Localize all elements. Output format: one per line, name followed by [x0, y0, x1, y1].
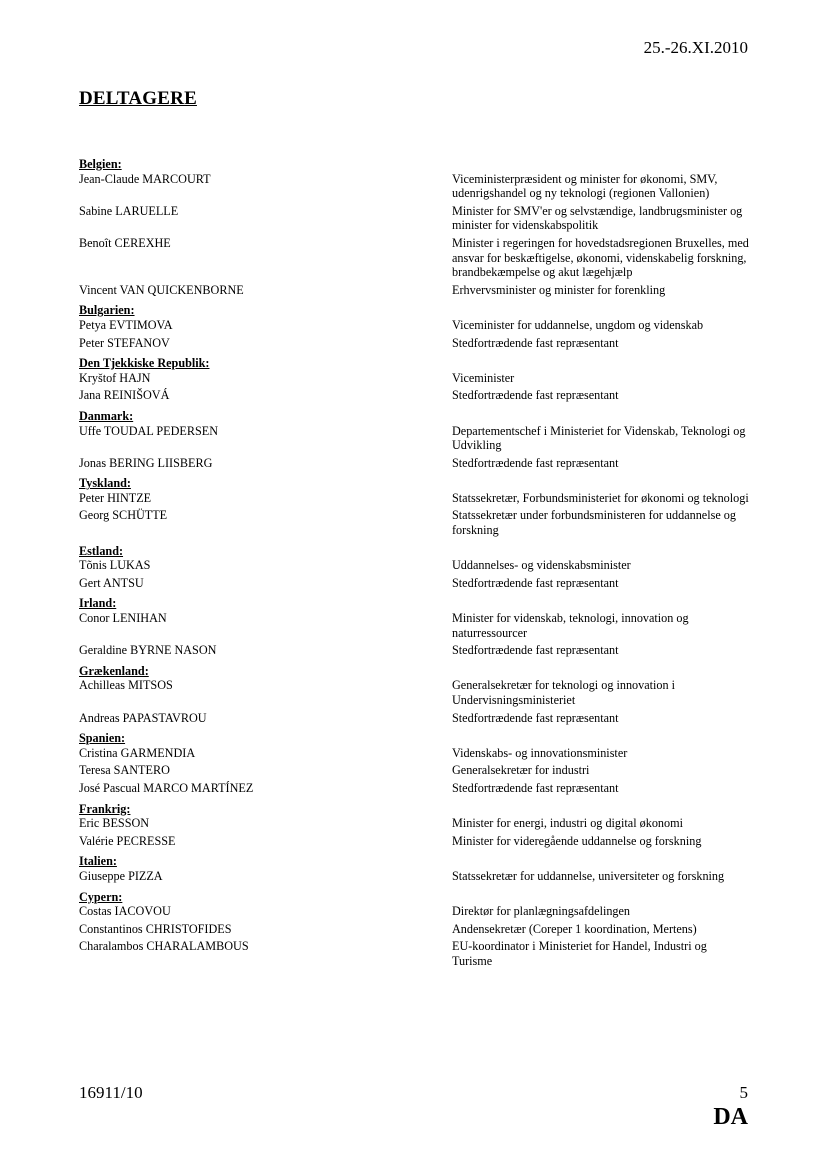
- participant-role: Stedfortrædende fast repræsentant: [452, 388, 619, 403]
- country-name: Belgien:: [79, 157, 122, 171]
- participant-row: [79, 491, 749, 506]
- participant-role: Viceminister for uddannelse, ungdom og videnskab: [452, 317, 704, 332]
- participant-name: Constantinos CHRISTOFIDES: [79, 921, 232, 936]
- participant-row: [79, 424, 749, 453]
- country-block: [79, 802, 749, 849]
- participant-name: Geraldine BYRNE NASON: [79, 643, 217, 658]
- country-name: Grækenland:: [79, 663, 149, 678]
- participant-role: Viceministerpræsident og minister for økonomi, SMV, udenrigshandel og ny teknologi (regionen Vallonien): [452, 171, 718, 201]
- participants-list: [79, 157, 749, 969]
- participant-name: Peter HINTZE: [79, 490, 152, 505]
- country-name: Spanien:: [79, 731, 126, 746]
- country-name: Bulgarien:: [79, 303, 135, 318]
- participant-row: [79, 336, 749, 351]
- participant-name: Costas IACOVOU: [79, 904, 171, 919]
- participant-name: Eric BESSON: [79, 816, 150, 831]
- participant-role: Viceminister: [452, 370, 515, 385]
- participant-role: Statssekretær, Forbundsministeriet for økonomi og teknologi: [452, 490, 749, 505]
- participant-name: Sabine LARUELLE: [79, 203, 179, 218]
- participant-role: Stedfortrædende fast repræsentant: [452, 780, 619, 795]
- country-block: [79, 664, 749, 725]
- participant-name: Jean-Claude MARCOURT: [79, 171, 211, 186]
- participant-role: Minister i regeringen for hovedstadsregionen Bruxelles, med ansvar for beskæftigelse, økonomi, videnskabelig forskning, brandbekæmpelse og akut lægehjælp: [452, 235, 749, 280]
- participant-row: [79, 922, 749, 937]
- participant-name: Conor LENIHAN: [79, 611, 167, 626]
- participant-row: [79, 172, 749, 201]
- participant-row: [79, 643, 749, 658]
- participant-row: [79, 904, 749, 919]
- country-name: Danmark:: [79, 408, 134, 423]
- participant-role: Statssekretær for uddannelse, universiteter og forskning: [452, 868, 725, 883]
- participant-row: [79, 204, 749, 233]
- participant-role: Generalsekretær for teknologi og innovation i Undervisningsministeriet: [452, 678, 676, 707]
- country-block: [79, 544, 749, 591]
- participant-role: EU-koordinator i Ministeriet for Handel, Industri og Turisme: [452, 939, 707, 968]
- participant-name: Georg SCHÜTTE: [79, 508, 168, 523]
- participant-role: Minister for videregående uddannelse og forskning: [452, 833, 702, 848]
- participant-name: Petya EVTIMOVA: [79, 317, 173, 332]
- participant-role: Generalsekretær for industri: [452, 763, 590, 778]
- participant-row: [79, 763, 749, 778]
- participant-name: Benoît CEREXHE: [79, 235, 171, 250]
- participant-role: Statssekretær under forbundsministeren for uddannelse og forskning: [452, 508, 736, 538]
- participant-role: Stedfortrædende fast repræsentant: [452, 575, 619, 590]
- participant-row: [79, 576, 749, 591]
- country-block: [79, 409, 749, 470]
- participant-row: [79, 678, 749, 707]
- participant-row: [79, 508, 749, 537]
- country-block: [79, 476, 749, 537]
- document-number: 16911/10: [79, 1083, 143, 1102]
- participant-row: [79, 388, 749, 403]
- country-name: Estland:: [79, 543, 124, 558]
- participant-role: Departementschef i Ministeriet for Videnskab, Teknologi og Udvikling: [452, 423, 746, 453]
- participant-role: Stedfortrædende fast repræsentant: [452, 710, 619, 725]
- meeting-date: 25.-26.XI.2010: [643, 38, 748, 57]
- country-block: [79, 854, 749, 883]
- participant-role: Videnskabs- og innovationsminister: [452, 745, 628, 760]
- participant-name: Charalambos CHARALAMBOUS: [79, 939, 249, 954]
- country-name: Irland:: [79, 596, 117, 611]
- participant-role: Direktør for planlægningsafdelingen: [452, 904, 631, 919]
- participant-name: Vincent VAN QUICKENBORNE: [79, 282, 244, 297]
- country-block: [79, 890, 749, 969]
- participant-role: Andensekretær (Coreper 1 koordination, Mertens): [452, 921, 697, 936]
- country-block: [79, 731, 749, 795]
- participant-name: Jana REINIŠOVÁ: [79, 388, 170, 403]
- participant-role: Minister for SMV'er og selvstændige, landbrugsminister og minister for videnskabspolitik: [452, 203, 743, 233]
- participant-role: Stedfortrædende fast repræsentant: [452, 335, 619, 350]
- participant-row: [79, 456, 749, 471]
- participant-row: [79, 834, 749, 849]
- participant-row: [79, 746, 749, 761]
- participant-name: Teresa SANTERO: [79, 763, 170, 778]
- country-name: Cypern:: [79, 889, 123, 904]
- participant-role: Uddannelses- og videnskabsminister: [452, 558, 631, 573]
- participant-name: Valérie PECRESSE: [79, 833, 176, 848]
- participant-role: Erhvervsminister og minister for forenkling: [452, 282, 666, 297]
- participant-row: [79, 939, 749, 968]
- participant-row: [79, 318, 749, 333]
- participant-role: Stedfortrædende fast repræsentant: [452, 643, 619, 658]
- participant-row: [79, 611, 749, 640]
- participant-row: [79, 558, 749, 573]
- participant-name: Kryštof HAJN: [79, 370, 151, 385]
- participant-name: Peter STEFANOV: [79, 335, 170, 350]
- page-number: 5: [739, 1083, 748, 1102]
- participant-role: Minister for videnskab, teknologi, innovation og naturressourcer: [452, 611, 689, 640]
- page-title: DELTAGERE: [79, 88, 197, 109]
- participant-name: José Pascual MARCO MARTÍNEZ: [79, 780, 254, 795]
- participant-role: Minister for energi, industri og digital økonomi: [452, 816, 683, 831]
- language-code: DA: [713, 1104, 748, 1130]
- participant-name: Cristina GARMENDIA: [79, 745, 196, 760]
- participant-name: Andreas PAPASTAVROU: [79, 710, 207, 725]
- participant-row: [79, 816, 749, 831]
- country-name: Italien:: [79, 854, 117, 869]
- participant-name: Achilleas MITSOS: [79, 678, 173, 693]
- participant-row: [79, 869, 749, 884]
- country-name: Frankrig:: [79, 801, 131, 816]
- participant-row: [79, 236, 749, 280]
- participant-name: Uffe TOUDAL PEDERSEN: [79, 423, 219, 438]
- country-block: [79, 303, 749, 350]
- participant-name: Jonas BERING LIISBERG: [79, 455, 213, 470]
- participant-name: Gert ANTSU: [79, 575, 144, 590]
- country-block: [79, 356, 749, 403]
- country-name: Tyskland:: [79, 476, 131, 491]
- participant-role: Stedfortrædende fast repræsentant: [452, 455, 619, 470]
- participant-row: [79, 711, 749, 726]
- country-block: [79, 596, 749, 657]
- participant-name: Giuseppe PIZZA: [79, 868, 163, 883]
- country-name: Den Tjekkiske Republik:: [79, 356, 210, 371]
- participant-row: [79, 371, 749, 386]
- participant-row: [79, 781, 749, 796]
- country-block: [79, 157, 749, 297]
- participant-name: Tõnis LUKAS: [79, 558, 151, 573]
- participant-row: [79, 283, 749, 298]
